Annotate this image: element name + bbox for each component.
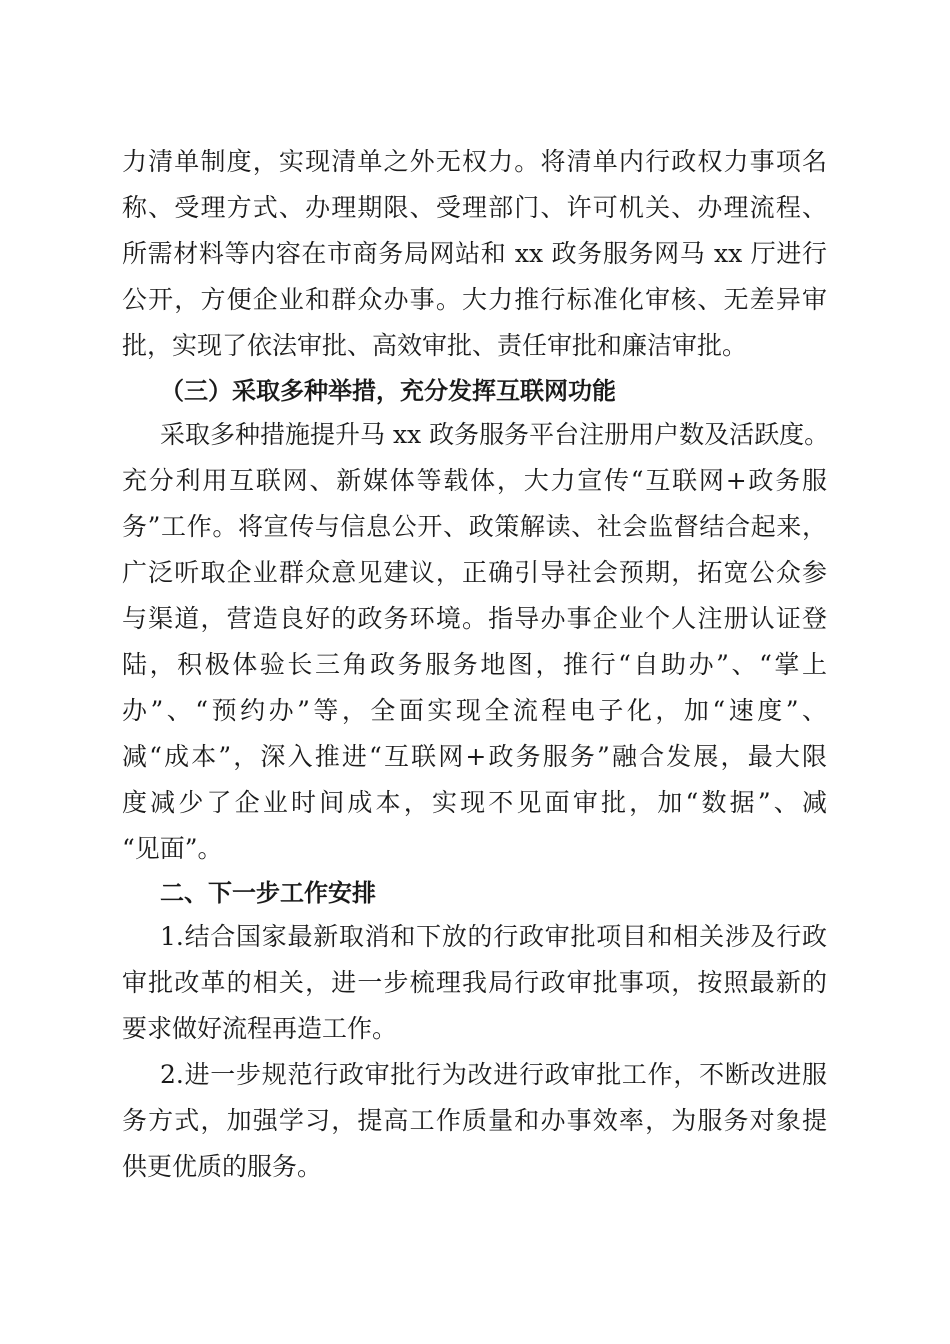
section-heading-2: 二、下一步工作安排 (160, 879, 376, 907)
paragraph-2-line: 度减少了企业时间成本，实现不见面审批，加“数据”、减 (122, 788, 827, 817)
paragraph-1-line: 公开，方便企业和群众办事。大力推行标准化审核、无差异审 (122, 285, 827, 314)
paragraph-1-line: 称、受理方式、办理期限、受理部门、许可机关、办理流程、 (122, 193, 827, 222)
item-2-line: 务方式，加强学习，提高工作质量和办事效率，为服务对象提 (122, 1106, 827, 1135)
item-1-line: 要求做好流程再造工作。 (122, 1014, 398, 1043)
paragraph-2-line: “见面”。 (122, 834, 223, 863)
paragraph-1-line: 所需材料等内容在市商务局网站和 xx 政务服务网马 xx 厅进行 (122, 239, 827, 268)
section-heading-3: （三）采取多种举措，充分发挥互联网功能 (160, 377, 616, 405)
item-1-line: 审批改革的相关，进一步梳理我局行政审批事项，按照最新的 (122, 968, 827, 997)
paragraph-2-line: 办”、“预约办”等，全面实现全流程电子化，加“速度”、 (122, 696, 827, 725)
paragraph-1-line: 批，实现了依法审批、高效审批、责任审批和廉洁审批。 (122, 331, 748, 360)
paragraph-2-line: 采取多种措施提升马 xx 政务服务平台注册用户数及活跃度。 (160, 420, 830, 449)
item-2-line: 供更优质的服务。 (122, 1152, 323, 1181)
paragraph-2-line: 陆，积极体验长三角政务服务地图，推行“自助办”、“掌上 (122, 650, 827, 679)
paragraph-2-line: 充分利用互联网、新媒体等载体，大力宣传“互联网+政务服 (122, 466, 827, 495)
paragraph-2-line: 减“成本”，深入推进“互联网+政务服务”融合发展，最大限 (122, 742, 827, 771)
paragraph-2-line: 与渠道，营造良好的政务环境。指导办事企业个人注册认证登 (122, 604, 827, 633)
paragraph-2-line: 务”工作。将宣传与信息公开、政策解读、社会监督结合起来， (122, 512, 827, 541)
item-2-line: 2.进一步规范行政审批行为改进行政审批工作，不断改进服 (160, 1060, 827, 1089)
paragraph-2-line: 广泛听取企业群众意见建议，正确引导社会预期，拓宽公众参 (122, 558, 827, 587)
item-1-line: 1.结合国家最新取消和下放的行政审批项目和相关涉及行政 (160, 922, 827, 951)
paragraph-1-line: 力清单制度，实现清单之外无权力。将清单内行政权力事项名 (122, 147, 827, 176)
